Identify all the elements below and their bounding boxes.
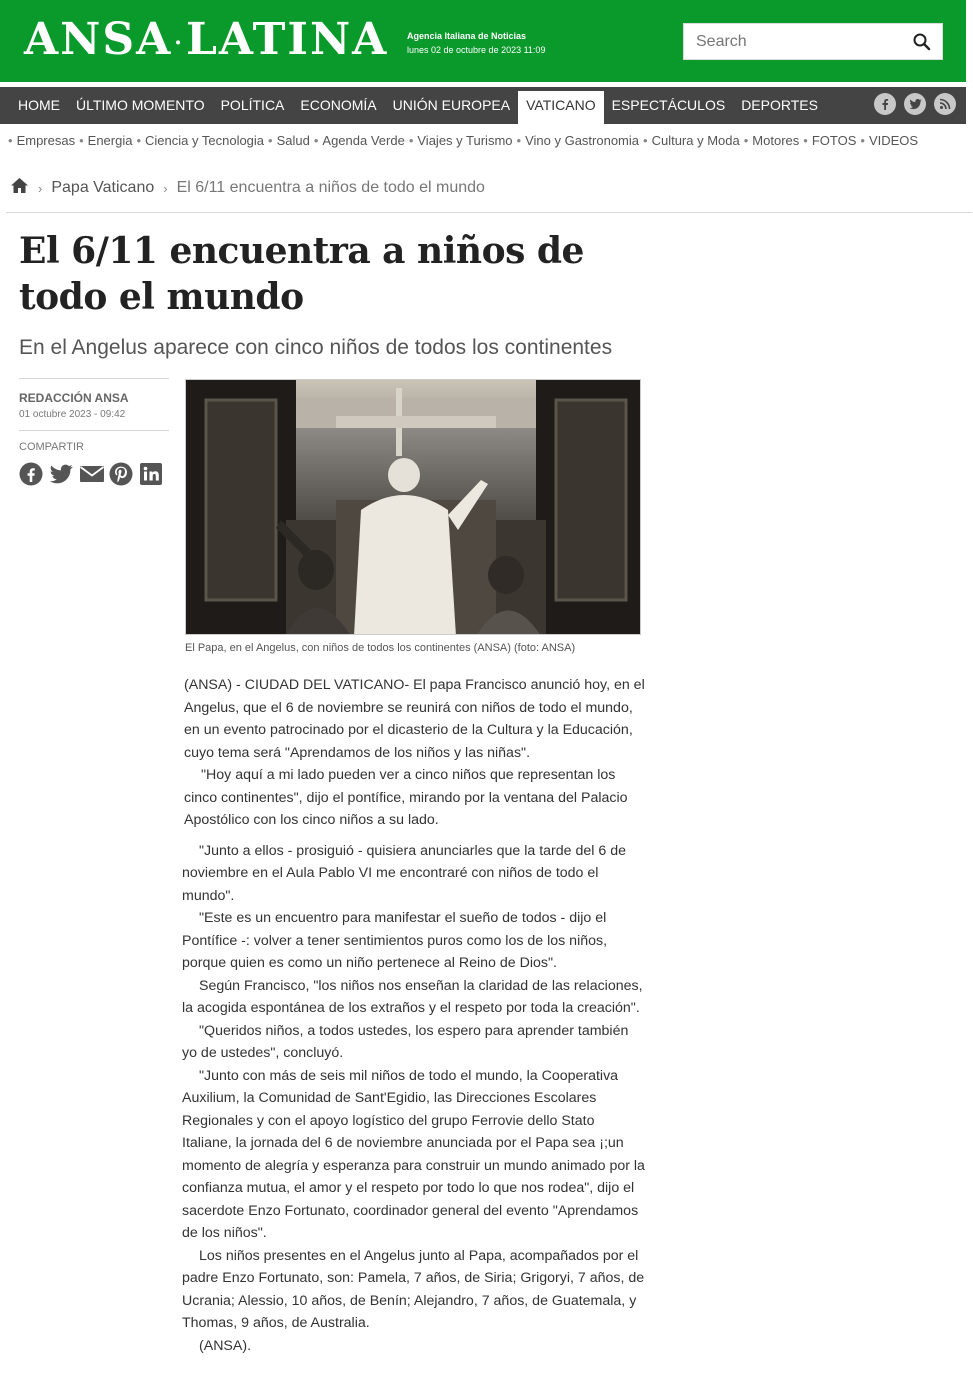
nav-item-ultimo-momento[interactable]: ÚLTIMO MOMENTO — [76, 97, 205, 113]
subnav-item-vino[interactable]: Vino y Gastronomia — [525, 133, 640, 148]
article-title: El 6/11 encuentra a niños de todo el mundo — [19, 230, 584, 318]
site-logo[interactable] — [24, 14, 388, 69]
nav-item-deportes[interactable]: DEPORTES — [741, 97, 818, 113]
logo-dot: · — [174, 29, 184, 56]
article-author[interactable]: REDACCIÓN ANSA — [19, 391, 129, 405]
photo-caption: El Papa, en el Angelus, con niños de todos los continentes (ANSA) (foto: ANSA) — [185, 642, 576, 654]
home-icon[interactable] — [10, 177, 29, 199]
facebook-icon[interactable] — [874, 93, 896, 115]
subnav-item-agenda-verde[interactable]: Agenda Verde — [322, 133, 405, 148]
sub-nav: • Empresas • Energia • Ciencia y Tecnologia • Salud • Agenda Verde • Viajes y Turismo • Vino y Gastronomia • Cultura y Moda • Motores • FOTOS • VIDEOS — [8, 133, 919, 148]
pinterest-icon[interactable] — [109, 462, 133, 486]
share-label: COMPARTIR — [19, 441, 84, 453]
article-date: 01 octubre 2023 - 09:42 — [19, 409, 126, 420]
email-icon[interactable] — [79, 462, 103, 486]
chevron-right-icon: › — [163, 180, 168, 196]
article-body — [184, 674, 646, 1357]
twitter-icon[interactable] — [49, 462, 73, 486]
subnav-item-salud[interactable]: Salud — [276, 133, 310, 148]
photo-scene — [186, 380, 641, 635]
subnav-item-empresas[interactable]: Empresas — [16, 133, 76, 148]
nav-item-economia[interactable]: ECONOMÍA — [300, 97, 377, 113]
agency-name: Agencia Italiana de Noticias — [407, 31, 527, 41]
site-header — [0, 0, 966, 82]
breadcrumb-section[interactable]: Papa Vaticano — [51, 179, 155, 196]
facebook-icon[interactable] — [19, 462, 43, 486]
nav-item-vaticano[interactable]: VATICANO — [518, 91, 604, 128]
current-date: lunes 02 de octubre de 2023 11:09 — [407, 45, 546, 55]
chevron-right-icon: › — [38, 180, 43, 196]
article-meta — [19, 378, 169, 486]
divider — [19, 378, 169, 379]
twitter-icon[interactable] — [904, 93, 926, 115]
subnav-item-cultura[interactable]: Cultura y Moda — [651, 133, 740, 148]
subnav-item-ciencia[interactable]: Ciencia y Tecnologia — [145, 133, 265, 148]
agency-tagline — [407, 29, 545, 57]
subnav-item-viajes[interactable]: Viajes y Turismo — [417, 133, 513, 148]
paragraph: "Junto con más de seis mil niños de todo el mundo, la Cooperativa Auxilium, la Comunidad de Sant'Egidio, las Direcciones Escolares Regionales y con el apoyo logístico del grupo Ferrovie dello Stato Italiane, la jornada del 6 de noviembre anunciada por el Papa sea ¡;un momento de alegría y esperanza para construir un mundo animado por la confianza mutua, el amor y el respeto por todo lo que nos rodea", dijo el sacerdote Enzo Fortunato, coordinador general del evento "Aprendamos de los niños". — [182, 1067, 645, 1241]
paragraph: Los niños presentes en el Angelus junto al Papa, acompañados por el padre Enzo Fortunato, son: Pamela, 7 años, de Siria; Grigoryi, 7 años, de Ucrania; Alessio, 10 años, de Benín; Alejandro, 7 años, de Guatemala, y Thomas, 9 años, de Australia. — [182, 1247, 645, 1331]
paragraph: (ANSA). — [199, 1337, 252, 1354]
search-input[interactable] — [684, 24, 904, 59]
share-buttons — [19, 462, 169, 486]
subnav-item-energia[interactable]: Energia — [87, 133, 133, 148]
divider — [19, 430, 169, 431]
logo-ansa: ANSA — [24, 14, 173, 65]
linkedin-icon[interactable] — [139, 462, 163, 486]
search-icon[interactable] — [912, 32, 932, 52]
article-photo[interactable] — [185, 379, 641, 635]
subnav-item-fotos[interactable]: FOTOS — [811, 133, 857, 148]
social-links — [874, 93, 956, 115]
paragraph: "Junto a ellos - prosiguió - quisiera anunciarles que la tarde del 6 de noviembre en el Aula Pablo VI me encontraré con niños de todo el mundo". — [182, 842, 626, 904]
paragraph: "Queridos niños, a todos ustedes, los espero para aprender también yo de ustedes", concluyó. — [182, 1022, 629, 1061]
divider — [6, 212, 972, 213]
breadcrumb-current: El 6/11 encuentra a niños de todo el mundo — [176, 179, 485, 196]
main-nav — [0, 87, 966, 124]
paragraph: (ANSA) - CIUDAD DEL VATICANO- El papa Francisco anunció hoy, en el Angelus, que el 6 de noviembre se reunirá con niños de todo el mundo, en un evento patrocinado por el dicasterio de la Cultura y la Educación, cuyo tema será "Aprendamos de los niños y las niñas". — [184, 677, 645, 761]
nav-item-home[interactable]: HOME — [18, 97, 60, 113]
paragraph: "Este es un encuentro para manifestar el sueño de todos - dijo el Pontífice -: volver a tener sentimientos puros como los de los niños, porque quien es como un niño pertenece al Reino de Dios". — [182, 910, 608, 971]
subnav-item-motores[interactable]: Motores — [752, 133, 800, 148]
nav-item-espectaculos[interactable]: ESPECTÁCULOS — [611, 97, 726, 113]
search-box — [683, 23, 943, 60]
rss-icon[interactable] — [934, 93, 956, 115]
paragraph: Según Francisco, "los niños nos enseñan la claridad de las relaciones, la acogida espontánea de los extraños y el respeto por toda la creación". — [182, 977, 643, 1016]
breadcrumb — [10, 177, 485, 199]
nav-item-union-europea[interactable]: UNIÓN EUROPEA — [392, 97, 511, 113]
subnav-item-videos[interactable]: VIDEOS — [868, 133, 919, 148]
nav-item-politica[interactable]: POLÍTICA — [220, 97, 285, 113]
logo-latina: LATINA — [185, 14, 389, 65]
paragraph: "Hoy aquí a mi lado pueden ver a cinco niños que representan los cinco continentes", dijo el pontífice, mirando por la ventana del Palacio Apostólico con los cinco niños a su lado. — [184, 767, 628, 828]
article-subtitle: En el Angelus aparece con cinco niños de todos los continentes — [19, 336, 613, 359]
